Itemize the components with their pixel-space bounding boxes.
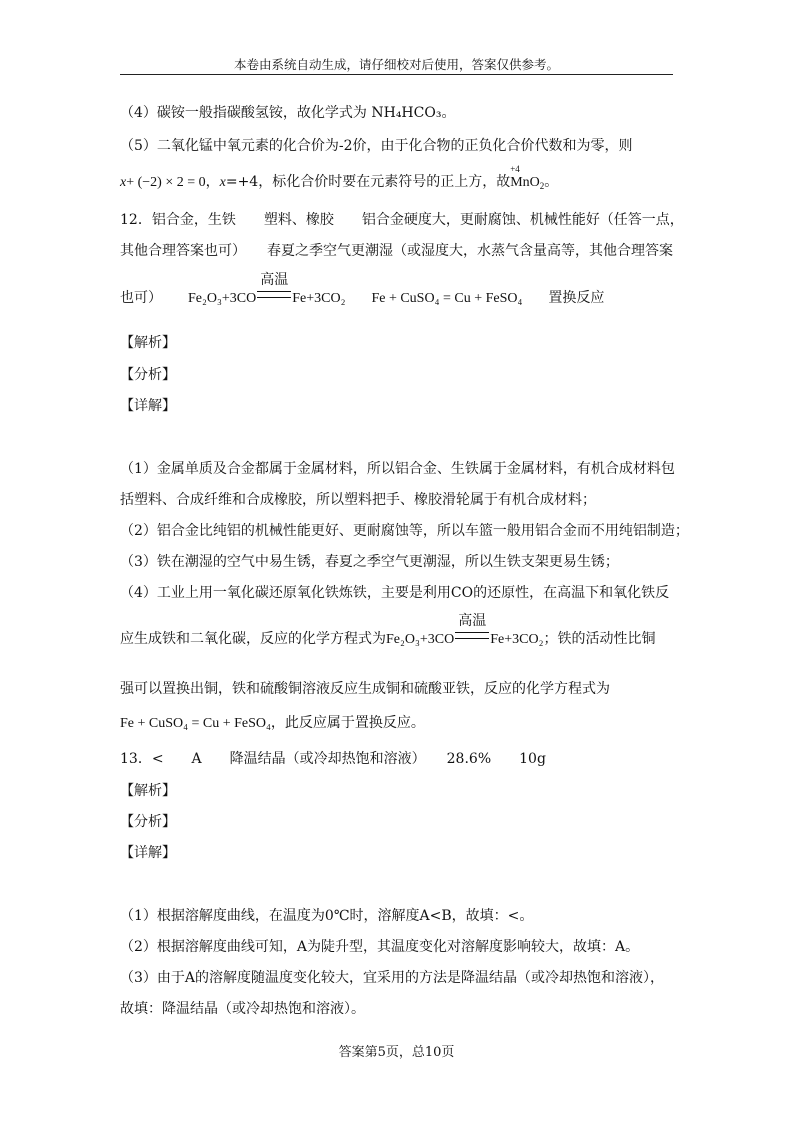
q11-equation-line xyxy=(120,164,559,191)
q13-detail-1: （1）根据溶解度曲线，在温度为0℃时，溶解度A<B，故填：<。 xyxy=(120,908,534,924)
detail12-p2: （2）铝合金比纯铝的机械性能更好、更耐腐蚀等，所以车篮一般用铝合金而不用纯铝制造； xyxy=(120,523,689,539)
high-temp-equals-sign xyxy=(257,272,291,302)
math-var-x2: x xyxy=(219,175,226,190)
label-jiexi: 【解析】 xyxy=(120,335,176,351)
detail-reaction-equation-2: Fe + CuSO₄ = Cu + FeSO₄ xyxy=(120,716,271,731)
detail-reaction-reactants: Fe₂O₃+3CO xyxy=(386,632,455,647)
reaction-type: 置换反应 xyxy=(548,290,605,306)
label-xiangjie-13: 【详解】 xyxy=(120,845,176,861)
q13-answer: 13．< A 降温结晶（或冷却热饱和溶液） 28.6% 10g xyxy=(120,751,546,767)
q12-line-2: 其他合理答案也可） 春夏之季空气更潮湿（或湿度大，水蒸气含量高等，其他合理答案 xyxy=(120,243,673,259)
q13-detail-2: （2）根据溶解度曲线可知，A为陡升型，其温度变化对溶解度影响较大，故填：A。 xyxy=(120,939,640,955)
q11-line-5: （5）二氧化锰中氧元素的化合价为-2价，由于化合物的正负化合价代数和为零，则 xyxy=(120,138,633,154)
detail12-p4b xyxy=(120,613,656,648)
label-fenxi-13: 【分析】 xyxy=(120,814,176,830)
q13-detail-3b: 故填：降温结晶（或冷却热饱和溶液）。 xyxy=(120,1001,365,1017)
o-subscript: 2 xyxy=(539,181,545,191)
page-header: 本卷由系统自动生成，请仔细校对后使用，答案仅供参考。 xyxy=(233,57,559,72)
detail12-p4c: 强可以置换出铜，铁和硫酸铜溶液反应生成铜和硫酸亚铁，反应的化学方程式为 xyxy=(120,681,610,697)
q12-line-1: 12．铝合金，生铁 塑料、橡胶 铝合金硬度大，更耐腐蚀、机械性能好（任答一点， xyxy=(120,212,684,228)
header-rule xyxy=(120,74,673,75)
q11-line-4: （4）碳铵一般指碳酸氢铵，故化学式为 NH₄HCO₃。 xyxy=(120,105,456,121)
reaction-equation-2: Fe + CuSO₄ = Cu + FeSO₄ xyxy=(371,291,523,306)
detail12-p4b-prefix: 应生成铁和二氧化碳，反应的化学方程式为 xyxy=(120,631,386,647)
q12-line-3-prefix: 也可） xyxy=(120,290,162,306)
o-symbol: O xyxy=(529,175,540,190)
q11-end: 。 xyxy=(544,174,559,190)
detail12-p4a: （4）工业上用一氧化碳还原氧化铁炼铁，主要是利用CO的还原性，在高温下和氧化铁反 xyxy=(120,585,670,601)
detail12-p4d-suffix: ，此反应属于置换反应。 xyxy=(270,715,425,731)
math-equation: + (−2) × 2 = 0， xyxy=(126,175,220,190)
label-jiexi-13: 【解析】 xyxy=(120,783,176,799)
detail12-p1a: （1）金属单质及合金都属于金属材料，所以铝合金、生铁属于金属材料，有机合成材料包 xyxy=(120,461,675,477)
valence-mark: +4 xyxy=(510,164,520,174)
reaction-products: Fe+3CO₂ xyxy=(292,291,346,306)
label-xiangjie: 【详解】 xyxy=(120,398,176,414)
mn-symbol: Mn xyxy=(510,175,530,190)
page-footer: 答案第5页，总10页 xyxy=(338,1045,455,1060)
detail12-p4b-suffix: ；铁的活动性比铜 xyxy=(543,631,656,647)
detail12-p3: （3）铁在潮湿的空气中易生锈，春夏之季空气更潮湿，所以生铁支架更易生锈； xyxy=(120,554,619,570)
label-fenxi: 【分析】 xyxy=(120,367,176,383)
detail-reaction-condition: 高温 xyxy=(458,613,487,629)
detail-reaction-products: Fe+3CO₂ xyxy=(490,632,544,647)
math-var-x: x xyxy=(120,175,127,190)
detail12-p1b: 括塑料、合成纤维和合成橡胶，所以塑料把手、橡胶滑轮属于有机合成材料； xyxy=(120,492,596,508)
mno2-formula xyxy=(510,164,530,191)
q13-detail-3a: （3）由于A的溶解度随温度变化较大，宜采用的方法是降温结晶（或冷却热饱和溶液）， xyxy=(120,970,665,986)
detail12-p4d xyxy=(120,712,425,732)
detail-high-temp-equals-sign xyxy=(455,613,489,643)
q12-line-3 xyxy=(120,272,605,307)
reaction-reactants: Fe₂O₃+3CO xyxy=(188,291,257,306)
reaction-condition: 高温 xyxy=(260,272,289,288)
q11-tail: =+4，标化合价时要在元素符号的正上方，故 xyxy=(225,174,511,190)
